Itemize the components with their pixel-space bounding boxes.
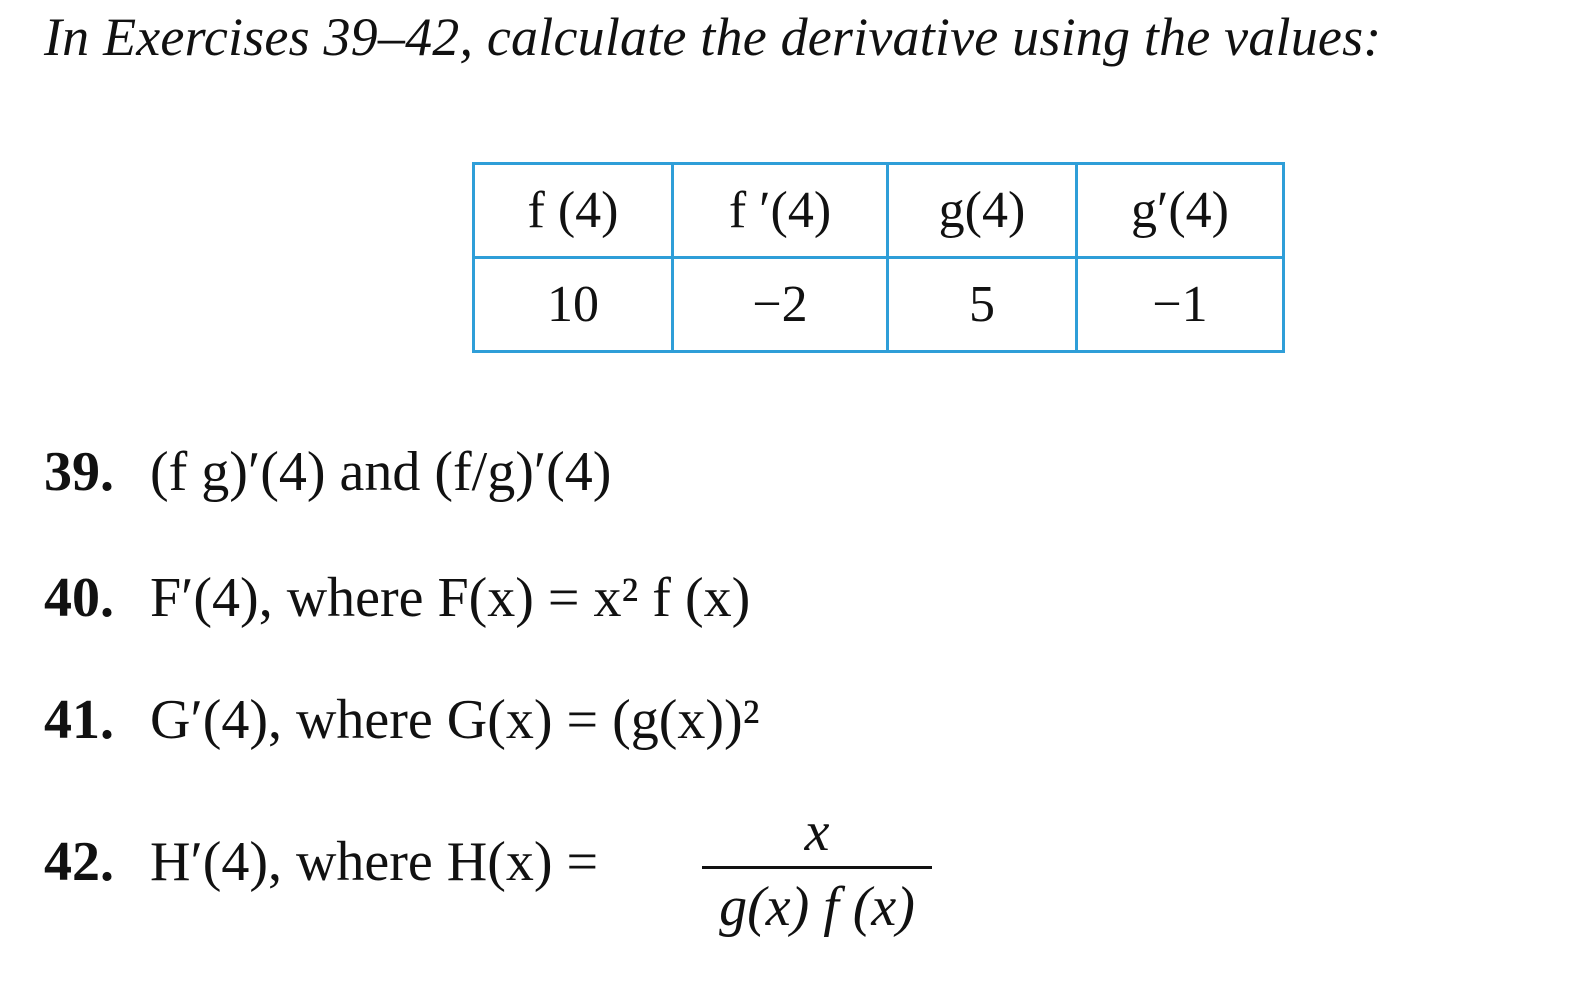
exercise-text: H′(4), where H(x) = (150, 831, 599, 893)
exercise-42 (44, 830, 598, 894)
exercise-39 (44, 440, 611, 504)
exercise-40 (44, 566, 750, 630)
instructions-text: In Exercises 39–42, calculate the derivative using the values: (44, 7, 1382, 67)
value-g4: 5 (888, 258, 1077, 352)
fraction (702, 800, 932, 939)
table-value-row (474, 258, 1284, 352)
value-fprime4: −2 (673, 258, 888, 352)
exercise-number: 41. (44, 689, 114, 751)
value-f4: 10 (474, 258, 673, 352)
exercise-text: F′(4), where F(x) = x² f (x) (150, 567, 751, 629)
header-gprime4: g′(4) (1077, 164, 1284, 258)
fraction-denominator: g(x) f (x) (719, 876, 915, 938)
exercise-number: 39. (44, 441, 114, 503)
exercise-number: 42. (44, 831, 114, 893)
header-fprime4: f ′(4) (673, 164, 888, 258)
value-gprime4: −1 (1077, 258, 1284, 352)
header-g4: g(4) (888, 164, 1077, 258)
exercise-text: (f g)′(4) and (f/g)′(4) (150, 441, 612, 503)
header-f4: f (4) (474, 164, 673, 258)
exercise-text: G′(4), where G(x) = (g(x))² (150, 689, 760, 751)
exercise-41 (44, 688, 760, 752)
values-table (472, 162, 1285, 353)
fraction-numerator: x (804, 801, 830, 863)
table-header-row (474, 164, 1284, 258)
fraction-bar (702, 866, 932, 869)
exercise-number: 40. (44, 567, 114, 629)
